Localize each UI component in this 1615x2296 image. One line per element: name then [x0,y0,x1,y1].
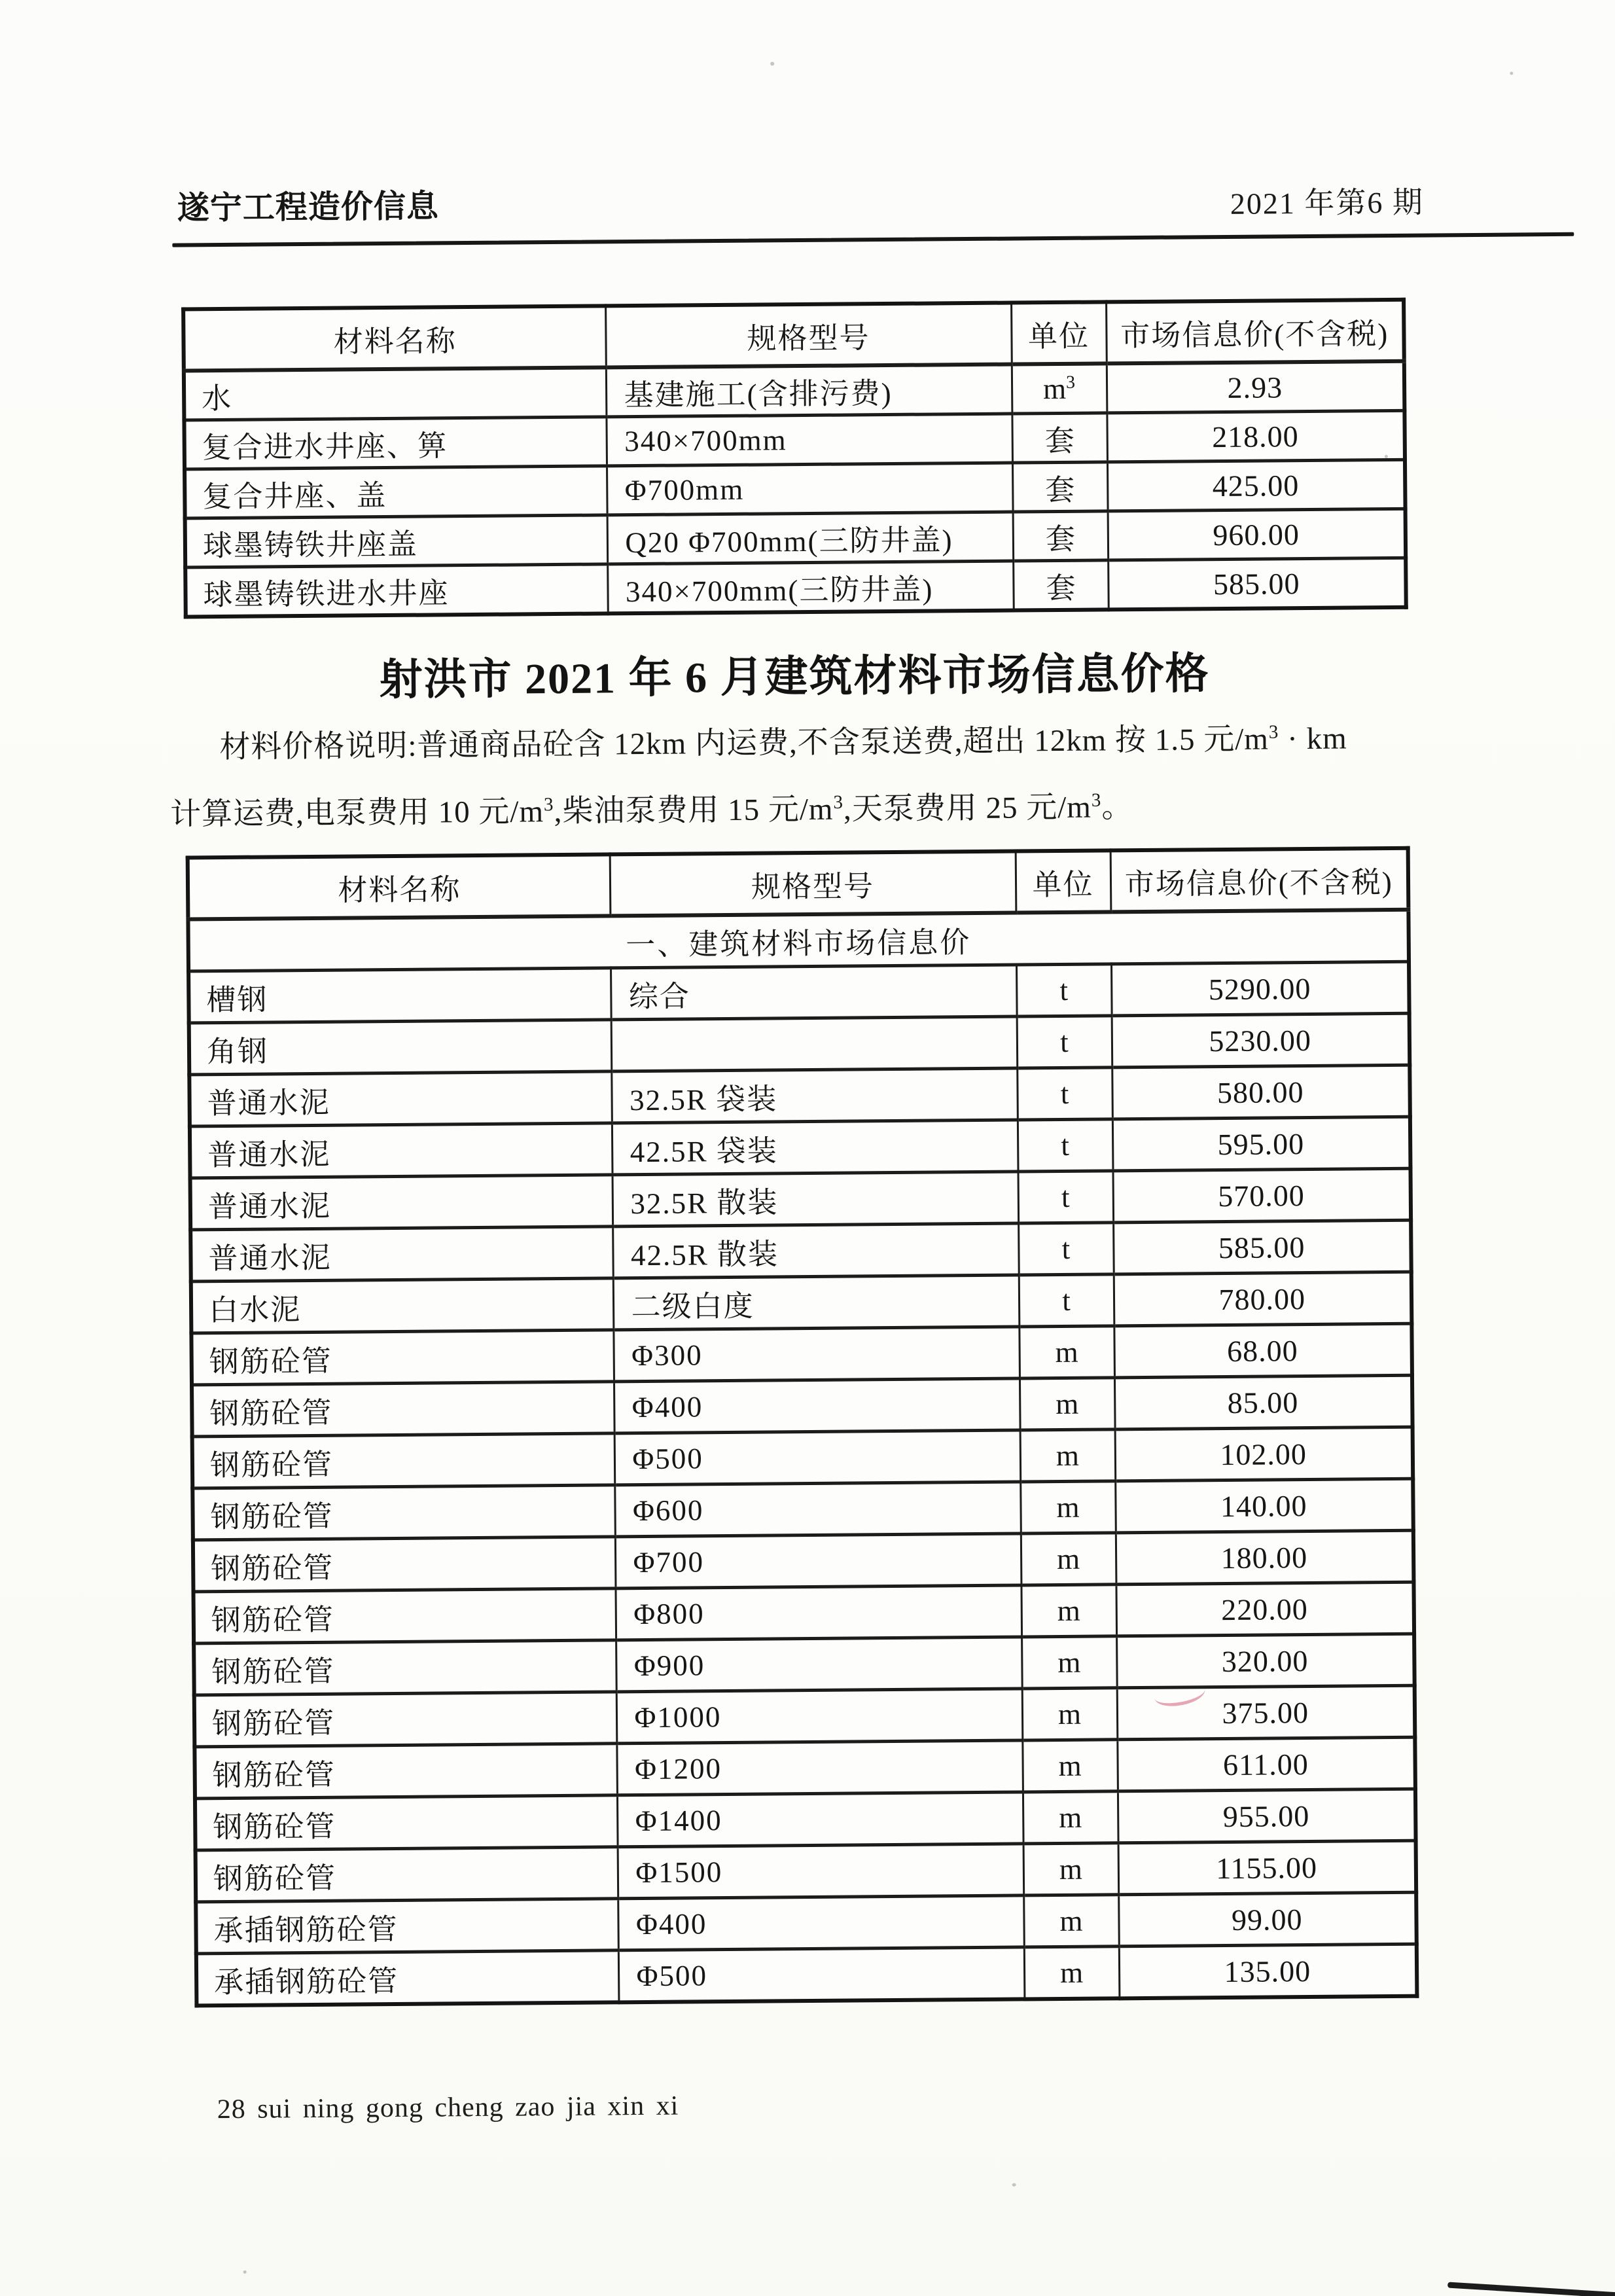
table-cell: Φ800 [615,1585,1021,1640]
table-cell: m [1023,1843,1119,1895]
table-cell: 780.00 [1114,1272,1412,1326]
table-cell: 570.00 [1112,1168,1411,1223]
table-cell: Φ600 [614,1482,1021,1537]
table-cell: 135.00 [1119,1944,1417,1998]
table-cell: 340×700mm(三防井盖) [607,561,1014,613]
table-row [190,1168,1411,1230]
table-row [193,1582,1414,1643]
table-cell: 32.5R 袋装 [611,1068,1018,1123]
table-cell: 角钢 [189,1020,612,1075]
table-cell: 套 [1012,413,1107,463]
column-header-unit: 单位 [1016,850,1111,912]
table-cell: 钢筋砼管 [193,1588,616,1643]
table-cell: t [1019,1274,1114,1327]
table-cell: m [1023,1791,1118,1844]
table-cell: 955.00 [1118,1789,1416,1843]
table-cell: 承插钢筋砼管 [196,1950,619,2006]
table-cell: Φ500 [618,1947,1025,2002]
table-cell: m [1023,1895,1119,1947]
scan-speck [415,812,418,816]
column-header-price: 市场信息价(不含税) [1106,300,1404,364]
section-row [188,910,1409,971]
table-cell: 99.00 [1118,1892,1417,1946]
column-header-price: 市场信息价(不含税) [1110,848,1409,912]
column-header-spec: 规格型号 [605,303,1012,368]
table-cell: 5230.00 [1112,1013,1410,1067]
scan-speck [770,62,774,65]
table-row [194,1685,1415,1747]
table-cell: 140.00 [1115,1479,1413,1533]
table-cell [611,1016,1018,1071]
table-cell: m [1021,1585,1116,1637]
table-cell: 套 [1013,511,1109,561]
column-header-spec: 规格型号 [610,851,1016,916]
table-cell: 球墨铸铁井座盖 [185,515,608,567]
table-cell: 220.00 [1116,1582,1414,1636]
table-row [189,1013,1410,1075]
section-title: 射洪市 2021 年 6 月建筑材料市场信息价格 [379,650,1210,705]
price-table-main [186,846,1419,2008]
table-cell: 611.00 [1117,1737,1415,1791]
table-cell: m [1022,1688,1118,1740]
table-cell: 1155.00 [1118,1840,1417,1895]
table-cell: 二级白度 [613,1275,1020,1330]
table-cell: Φ1200 [616,1740,1023,1795]
table-cell: 580.00 [1112,1065,1410,1119]
table-cell: 套 [1012,462,1108,512]
column-header-material: 材料名称 [188,854,611,919]
table-cell: 钢筋砼管 [194,1744,617,1799]
scan-speck [1012,2183,1016,2187]
table-cell: m [1021,1636,1117,1689]
table-cell: m [1019,1326,1114,1378]
table-cell: 钢筋砼管 [193,1537,616,1592]
column-header-material: 材料名称 [183,306,606,370]
table-cell: 180.00 [1116,1530,1414,1585]
table-cell: 钢筋砼管 [196,1847,618,1902]
price-note [169,705,1427,848]
table-row [191,1323,1412,1385]
table-cell: 42.5R 散装 [612,1223,1019,1278]
table-row [185,558,1406,617]
table-cell: t [1018,1171,1113,1223]
table-row [196,1840,1417,1902]
table-row [190,1220,1411,1282]
column-header-unit: 单位 [1011,302,1107,364]
section-row-label: 一、建筑材料市场信息价 [188,910,1409,971]
table-cell: 普通水泥 [189,1071,612,1126]
table-row [184,361,1405,420]
table-cell: 375.00 [1117,1685,1415,1740]
table-cell: 585.00 [1108,558,1406,609]
table-row [191,1272,1412,1333]
table-row [192,1427,1413,1488]
table-cell: Φ400 [618,1895,1024,1950]
table-cell: 68.00 [1114,1323,1412,1378]
table-cell: m [1020,1378,1115,1430]
table-cell: 白水泥 [191,1278,614,1333]
table-cell: Φ300 [613,1327,1020,1382]
table-cell: 套 [1013,560,1109,611]
scan-speck [243,2270,247,2274]
table-cell: 42.5R 袋装 [612,1120,1018,1175]
table-cell: t [1017,1067,1112,1120]
table-cell: m [1021,1533,1116,1585]
table-cell: Φ1400 [617,1792,1023,1847]
table-cell: 复合井座、盖 [185,466,607,518]
table-cell: Φ1500 [618,1844,1024,1899]
table-row [192,1479,1413,1540]
table-cell: t [1016,964,1112,1016]
table-cell: 综合 [611,965,1017,1020]
table-cell: 钢筋砼管 [191,1330,614,1385]
table-cell: Φ1000 [616,1689,1023,1744]
table-row [192,1375,1413,1437]
table-cell: 425.00 [1107,459,1406,511]
table-cell: 承插钢筋砼管 [196,1899,618,1954]
table-header-row [183,300,1404,371]
table-cell: m [1022,1740,1118,1792]
price-table-top [181,298,1408,619]
table-cell: 钢筋砼管 [192,1485,615,1540]
price-table-top-body [184,361,1406,617]
table-header-row [188,848,1409,920]
table-row [193,1530,1414,1592]
table-cell: m [1024,1946,1120,2000]
table-cell: Φ700 [615,1534,1021,1588]
table-cell: 2.93 [1107,361,1405,413]
table-cell: t [1018,1223,1114,1275]
table-cell: 595.00 [1112,1117,1411,1171]
table-cell: 钢筋砼管 [194,1640,616,1695]
table-cell: 普通水泥 [190,1227,613,1282]
table-row [190,1117,1411,1178]
table-cell: 102.00 [1115,1427,1413,1481]
journal-title: 遂宁工程造价信息 [177,188,440,226]
table-cell: 钢筋砼管 [192,1433,615,1488]
table-row [195,1789,1416,1850]
table-cell: t [1018,1119,1113,1172]
table-cell: 水 [184,367,607,420]
table-cell: 320.00 [1116,1634,1415,1688]
scan-speck [1510,71,1513,75]
note-line-1: 材料价格说明:普通商品砼含 12km 内运费,不含泵送费,超出 12km 按 1.5 元$/m^3$ · km [219,721,1347,765]
table-cell: 218.00 [1107,410,1405,462]
table-cell: $m^3$ [1012,363,1107,414]
table-row [189,1065,1410,1126]
table-cell: 普通水泥 [190,1175,613,1230]
table-row [194,1737,1415,1799]
table-row [188,961,1410,1023]
issue-label: 2021 年第6 期 [1230,185,1425,221]
table-row [196,1944,1417,2005]
table-cell: t [1017,1016,1112,1068]
table-cell: 585.00 [1113,1220,1411,1274]
note-line-2: 计算运费,电泵费用 10 元$/m^3$,柴油泵费用 15 元$/m^3$,天泵费用 25 元$/m^3$。 [169,789,1133,832]
table-cell: m [1020,1481,1116,1534]
table-cell: 钢筋砼管 [194,1692,617,1747]
table-cell: Φ900 [616,1637,1022,1692]
table-cell: Φ700mm [607,463,1013,515]
table-row [196,1892,1417,1954]
table-cell: 32.5R 散装 [612,1172,1019,1227]
table-cell: 基建施工(含排污费) [606,365,1012,417]
table-cell: 960.00 [1108,509,1406,560]
table-cell: 普通水泥 [190,1123,612,1178]
table-cell: 槽钢 [188,968,611,1023]
table-cell: Q20 Φ700mm(三防井盖) [607,512,1014,564]
masthead-rule [172,232,1574,247]
table-cell: 复合进水井座、箅 [184,417,607,469]
table-cell: 5290.00 [1111,961,1410,1016]
table-cell: 钢筋砼管 [192,1382,614,1437]
table-cell: 85.00 [1114,1375,1413,1429]
table-cell: Φ500 [614,1430,1021,1485]
table-cell: 钢筋砼管 [195,1795,618,1850]
table-cell: 340×700mm [606,414,1012,466]
scan-speck [1385,455,1388,458]
table-cell: m [1020,1429,1116,1482]
table-cell: Φ400 [614,1378,1020,1433]
price-table-main-body [188,910,1417,2006]
table-row [194,1634,1415,1695]
table-cell: 球墨铸铁进水井座 [185,564,608,617]
footer-page-label: 28 sui ning gong cheng zao jia xin xi [217,2090,679,2125]
